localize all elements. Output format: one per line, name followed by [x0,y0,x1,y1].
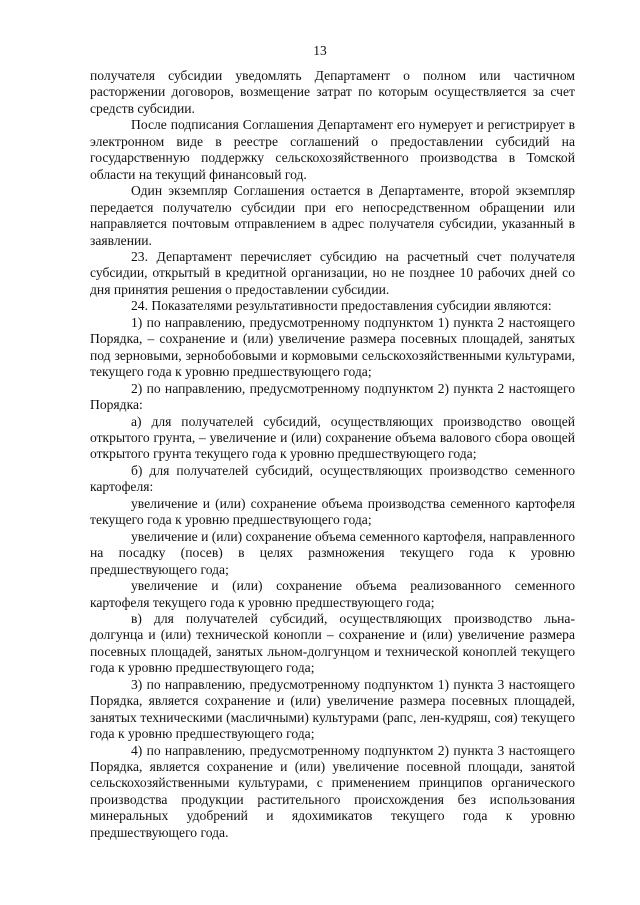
paragraph-indicator-3: 3) по направлению, предусмотренному подпунктом 1) пункта 3 настоящего Порядка, является сохранение и (или) увеличение размера посевных площадей, занятых техническими (масличными) культурами (рапс, лен-кудряш, соя) текущего года к уровню предшествующего года; [90,676,575,742]
paragraph-indicator-2: 2) по направлению, предусмотренному подпунктом 2) пункта 2 настоящего Порядка: [90,380,575,413]
paragraph-indicator-1: 1) по направлению, предусмотренному подпунктом 1) пункта 2 настоящего Порядка, – сохранение и (или) увеличение размера посевных площадей, занятых под зерновыми, зернобобовыми и кормовыми сельскохозяйственными культурами, текущего года к уровню предшествующего года; [90,314,575,380]
paragraph-continuation: получателя субсидии уведомлять Департамент о полном или частичном расторжении договоров, возмещение затрат по которым осуществляется за счет средств субсидии. [90,68,575,116]
paragraph-agreement-registration: После подписания Соглашения Департамент его нумерует и регистрирует в электронном виде в реестре соглашений о предоставлении субсидий на государственную поддержку сельскохозяйственного производства в Томской области на текущий финансовый год. [90,117,575,182]
paragraph-indicator-4: 4) по направлению, предусмотренному подпунктом 2) пункта 3 настоящего Порядка, является сохранение и (или) увеличение посевной площади, занятой сельскохозяйственными культурами, с применением принципов органического производства продукции растительного происхождения без использования минеральных удобрений и ядохимикатов текущего года к уровню предшествующего года. [90,742,575,840]
paragraph-agreement-copy: Один экземпляр Соглашения остается в Департаменте, второй экземпляр передается получателю субсидии при его непосредственном обращении или направляется почтовым отправлением в адрес получателя субсидии, указанный в заявлении. [90,183,575,248]
paragraph-indicator-2v: в) для получателей субсидий, осуществляющих производство льна-долгунца и (или) технической конопли – сохранение и (или) увеличение размера посевных площадей, занятых льном-долгунцом и технической коноплей текущего года к уровню предшествующего года; [90,610,575,676]
paragraph-indicator-2b-planting: увеличение и (или) сохранение объема семенного картофеля, направленного на посадку (посев) в целях размножения текущего года к уровню предшествующего года; [90,528,575,577]
paragraph-indicator-2b-sales: увеличение и (или) сохранение объема реализованного семенного картофеля текущего года к уровню предшествующего года; [90,578,575,610]
document-body [90,68,575,841]
paragraph-item-23: 23. Департамент перечисляет субсидию на расчетный счет получателя субсидии, открытый в кредитной организации, но не позднее 10 рабочих дней со дня принятия решения о предоставлении субсидии. [90,248,575,297]
paragraph-indicator-2a: а) для получателей субсидий, осуществляющих производство овощей открытого грунта, – увеличение и (или) сохранение объема валового сбора овощей открытого грунта текущего года к уровню предшествующего года; [90,413,575,462]
paragraph-item-24: 24. Показателями результативности предоставления субсидии являются: [131,298,552,314]
paragraph-indicator-2b-production: увеличение и (или) сохранение объема производства семенного картофеля текущего года к уровню предшествующего года; [90,495,575,528]
page-number: 13 [313,43,327,58]
paragraph-indicator-2b: б) для получателей субсидий, осуществляющих производство семенного картофеля: [90,462,575,495]
